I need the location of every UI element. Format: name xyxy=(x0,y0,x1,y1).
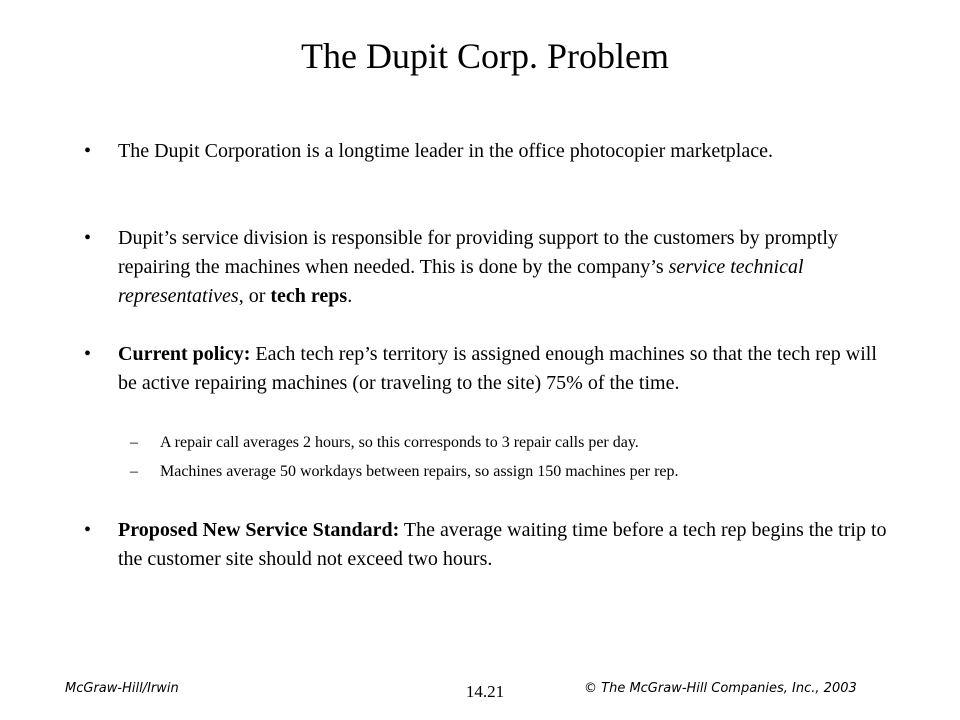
bullet-marker: • xyxy=(84,140,92,162)
subitem-machines: Machines average 50 workdays between repairs, so assign 150 machines per rep. xyxy=(160,463,679,480)
current-policy-label: Current policy: xyxy=(118,343,251,365)
proposed-standard-text: The average waiting time before a tech rep begins the trip to the customer site should not exceed two hours. xyxy=(118,519,887,570)
bullet-marker: • xyxy=(84,519,92,541)
subitem-repair-call: A repair call averages 2 hours, so this corresponds to 3 repair calls per day. xyxy=(160,434,639,451)
bullet-text-current-policy xyxy=(118,340,888,398)
dash-marker: – xyxy=(130,463,138,480)
dash-marker: – xyxy=(130,434,138,451)
slide-number: 14.21 xyxy=(465,682,505,701)
bullet-marker: • xyxy=(84,343,92,365)
bullet-text-part: Dupit’s service division is responsible for providing support to the customers by promptly repairing the machines when needed. This is done by the company’s xyxy=(118,227,838,278)
footer-publisher: McGraw-Hill/Irwin xyxy=(65,681,179,696)
proposed-standard-label: Proposed New Service Standard: xyxy=(118,519,400,541)
bullet-text-proposed-standard xyxy=(118,516,888,574)
current-policy-text: Each tech rep’s territory is assigned enough machines so that the tech rep will be active repairing machines (or traveling to the site) 75% of the time. xyxy=(118,343,877,394)
bullet-text-part: , or xyxy=(238,285,271,307)
bullet-text-part: . xyxy=(347,285,353,307)
bullet-text-service-division xyxy=(118,224,888,311)
bold-term-tech-reps: tech reps xyxy=(270,285,348,307)
bullet-text-intro: The Dupit Corporation is a longtime leader in the office photocopier marketplace. xyxy=(118,140,773,162)
bullet-marker: • xyxy=(84,227,92,249)
italic-term-service-reps: service technical representatives xyxy=(118,256,804,307)
slide-title: The Dupit Corp. Problem xyxy=(301,36,669,76)
footer-copyright: © The McGraw-Hill Companies, Inc., 2003 xyxy=(584,681,857,696)
